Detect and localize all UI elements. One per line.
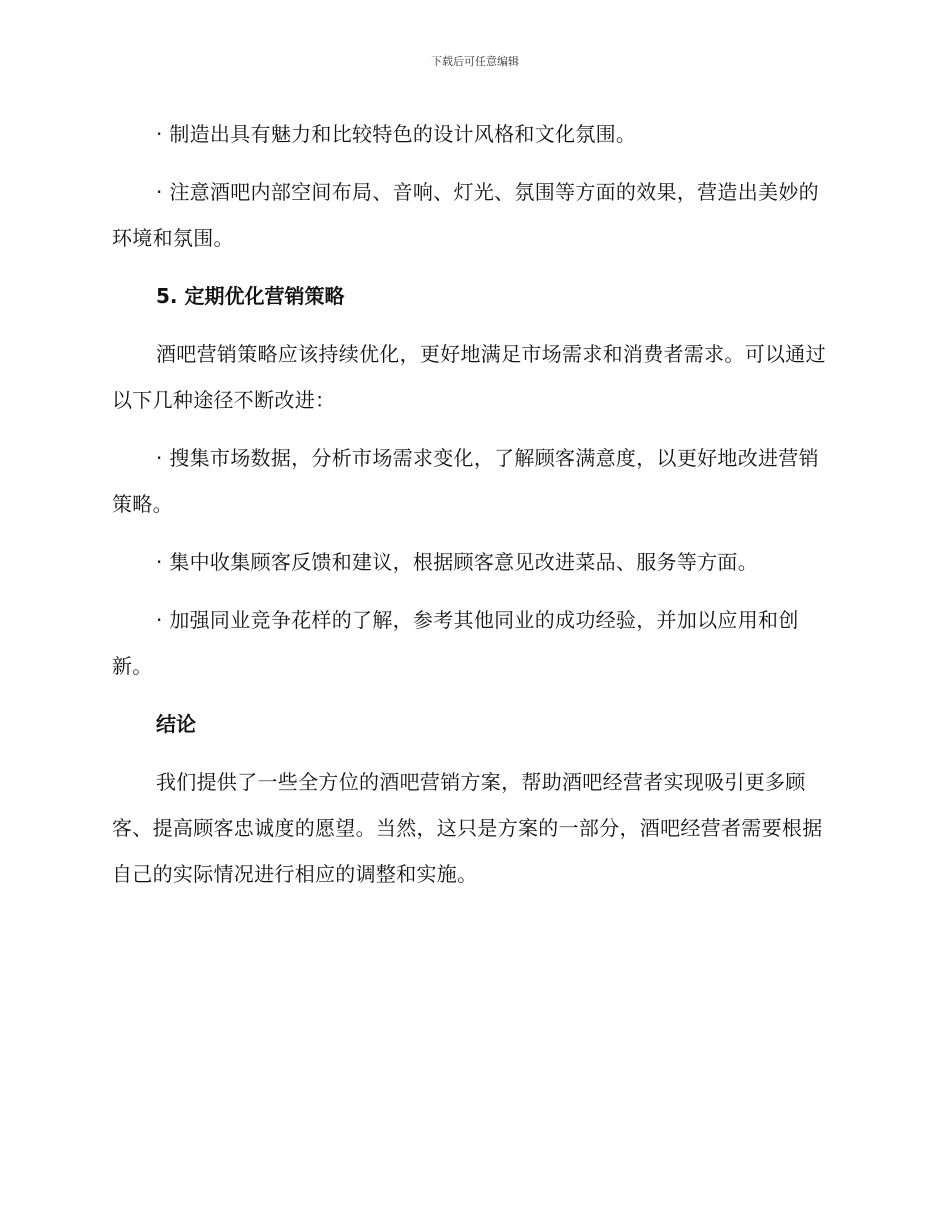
- paragraph-conclusion: 我们提供了一些全方位的酒吧营销方案，帮助酒吧经营者实现吸引更多顾客、提高顾客忠诚度的愿望。当然，这只是方案的一部分，酒吧经营者需要根据自己的实际情况进行相应的调整和实施。: [112, 770, 823, 886]
- section-heading-conclusion: 结论: [156, 712, 196, 736]
- paragraph-strategy-intro: 酒吧营销策略应该持续优化，更好地满足市场需求和消费者需求。可以通过以下几种途径不断改进：: [112, 342, 826, 412]
- bullet-design-style: · 制造出具有魅力和比较特色的设计风格和文化氛围。: [156, 122, 637, 146]
- page-header: 下载后可任意编辑: [431, 55, 519, 68]
- document-body: [112, 111, 832, 909]
- bullet-market-data: · 搜集市场数据，分析市场需求变化，了解顾客满意度，以更好地改进营销策略。: [112, 446, 819, 516]
- section-heading-optimize-strategy: 5. 定期优化营销策略: [156, 284, 345, 308]
- bullet-competitor-study: · 加强同业竞争花样的了解，参考其他同业的成功经验，并加以应用和创新。: [112, 608, 799, 678]
- bullet-interior-layout: · 注意酒吧内部空间布局、音响、灯光、氛围等方面的效果，营造出美妙的环境和氛围。: [112, 180, 819, 250]
- bullet-customer-feedback: · 集中收集顾客反馈和建议，根据顾客意见改进菜品、服务等方面。: [156, 550, 759, 574]
